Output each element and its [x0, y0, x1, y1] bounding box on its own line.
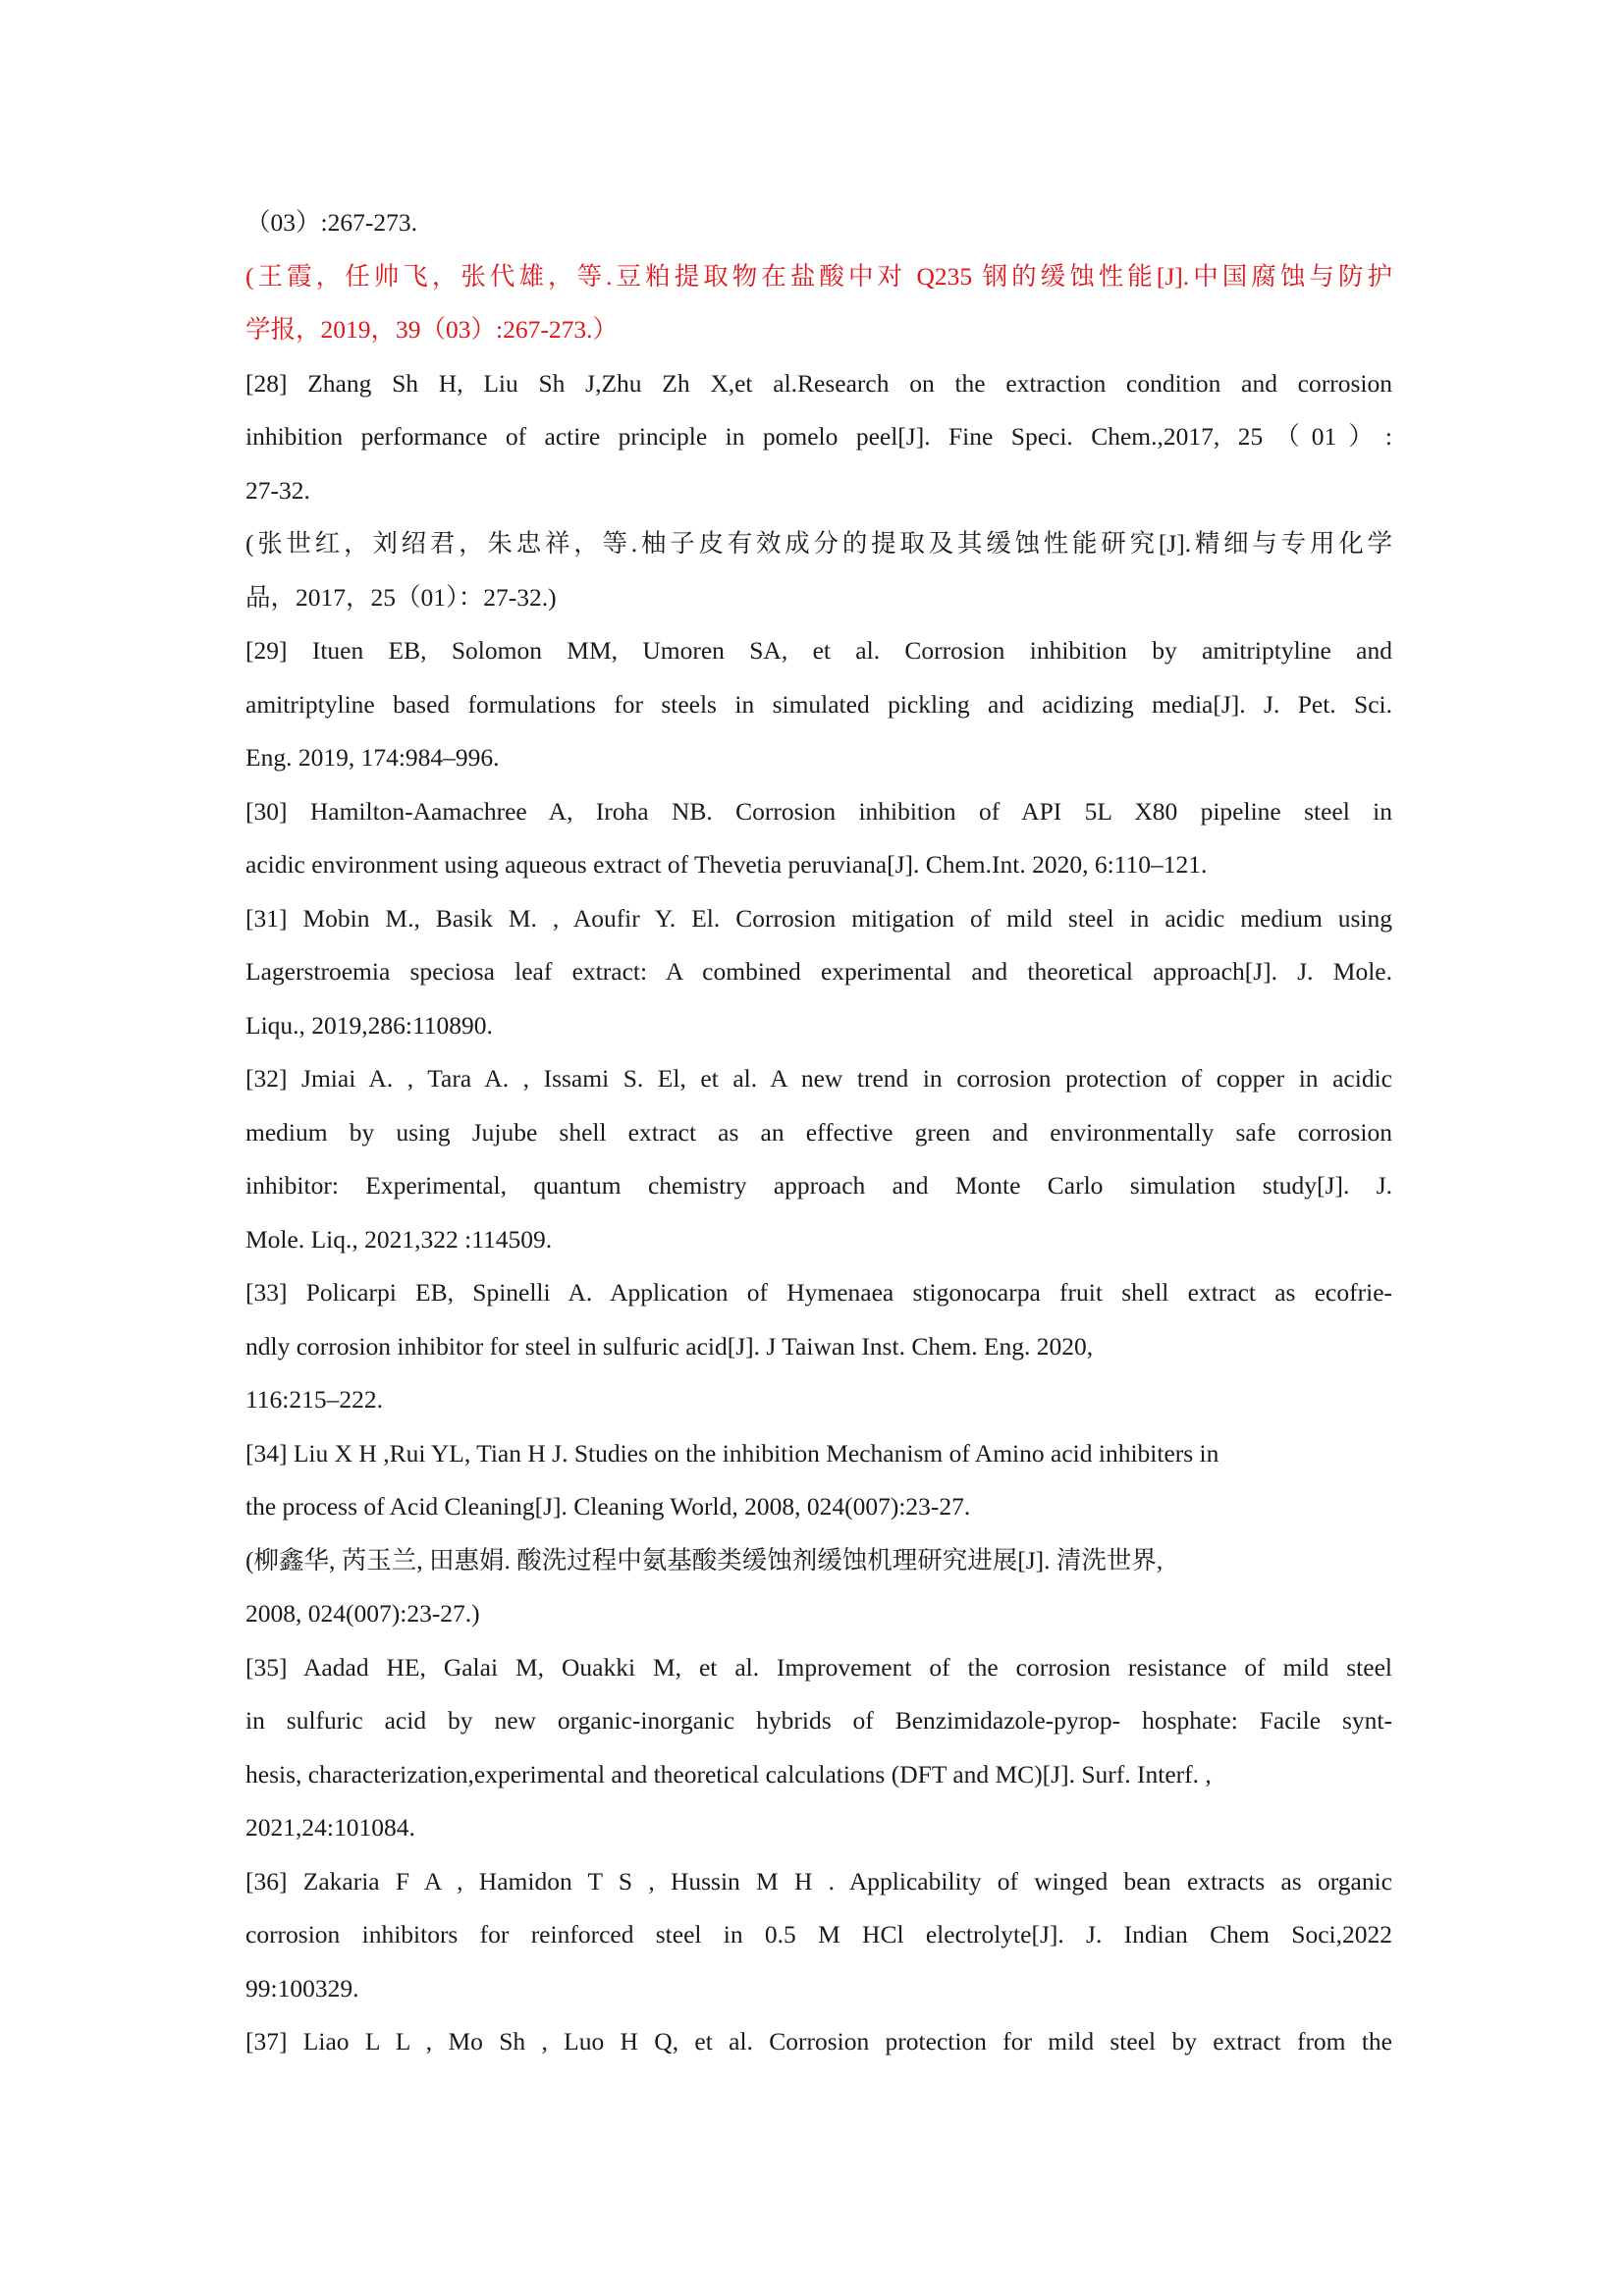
reference-line: [30] Hamilton-Aamachree A, Iroha NB. Corrosion inhibition of API 5L X80 pipeline steel in [245, 796, 1392, 826]
reference-line: 2021,24:101084. [245, 1813, 415, 1842]
reference-line: 品，2017，25（01）：27-32.) [245, 582, 557, 612]
reference-line: Eng. 2019, 174:984–996. [245, 743, 500, 772]
reference-line: （03）:267-273. [245, 208, 417, 237]
reference-line: [31] Mobin M., Basik M. , Aoufir Y. El. Corrosion mitigation of mild steel in acidic medium using [245, 903, 1392, 933]
reference-line: corrosion inhibitors for reinforced steel in 0.5 M HCl electrolyte[J]. J. Indian Chem Soci,2022 [245, 1920, 1392, 1949]
reference-line: medium by using Jujube shell extract as an effective green and environmentally safe corrosion [245, 1117, 1392, 1147]
reference-line: (柳鑫华, 芮玉兰, 田惠娟. 酸洗过程中氨基酸类缓蚀剂缓蚀机理研究进展[J]. 清洗世界, [245, 1545, 1164, 1575]
reference-line: Lagerstroemia speciosa leaf extract: A combined experimental and theoretical approach[J]. J. Mole. [245, 957, 1392, 986]
reference-line: acidic environment using aqueous extract of Thevetia peruviana[J]. Chem.Int. 2020, 6:110–121. [245, 850, 1208, 879]
reference-line: 27-32. [245, 475, 310, 505]
reference-list [245, 196, 1392, 2069]
reference-line: inhibitor: Experimental, quantum chemistry approach and Monte Carlo simulation study[J]. J. [245, 1171, 1392, 1200]
reference-line: ndly corrosion inhibitor for steel in sulfuric acid[J]. J Taiwan Inst. Chem. Eng. 2020, [245, 1331, 1094, 1361]
reference-line: [37] Liao L L , Mo Sh , Luo H Q, et al. Corrosion protection for mild steel by extract from the [245, 2027, 1392, 2056]
reference-line: 学报，2019，39（03）:267-273.） [245, 315, 618, 344]
reference-line: [33] Policarpi EB, Spinelli A. Application of Hymenaea stigonocarpa fruit shell extract as ecofrie- [245, 1278, 1392, 1307]
reference-line: [28] Zhang Sh H, Liu Sh J,Zhu Zh X,et al.Research on the extraction condition and corrosion [245, 368, 1392, 398]
reference-line: 99:100329. [245, 1973, 359, 2002]
reference-line: hesis, characterization,experimental and theoretical calculations (DFT and MC)[J]. Surf. Interf. , [245, 1759, 1212, 1789]
reference-line: [32] Jmiai A. , Tara A. , Issami S. El, et al. A new trend in corrosion protection of copper in acidic [245, 1064, 1392, 1093]
reference-line: 2008, 024(007):23-27.) [245, 1599, 480, 1628]
reference-line: (张世红，刘绍君，朱忠祥，等.柚子皮有效成分的提取及其缓蚀性能研究[J].精细与专用化学 [245, 529, 1392, 558]
reference-line: Liqu., 2019,286:110890. [245, 1010, 493, 1040]
reference-line: Mole. Liq., 2021,322 :114509. [245, 1224, 553, 1254]
reference-line: inhibition performance of actire principle in pomelo peel[J]. Fine Speci. Chem.,2017, 25（01）: [245, 422, 1392, 451]
reference-line: in sulfuric acid by new organic-inorganic hybrids of Benzimidazole-pyrop- hosphate: Facile synt- [245, 1706, 1392, 1735]
reference-line: [34] Liu X H ,Rui YL, Tian H J. Studies on the inhibition Mechanism of Amino acid inhibiters in [245, 1438, 1219, 1468]
reference-line: (王霞，任帅飞，张代雄，等.豆粕提取物在盐酸中对 Q235 钢的缓蚀性能[J].中国腐蚀与防护 [245, 261, 1392, 291]
reference-line: 116:215–222. [245, 1385, 384, 1414]
reference-line: amitriptyline based formulations for steels in simulated pickling and acidizing media[J]. J. Pet. Sci. [245, 689, 1392, 719]
reference-line: [29] Ituen EB, Solomon MM, Umoren SA, et al. Corrosion inhibition by amitriptyline and [245, 636, 1392, 665]
reference-line: [36] Zakaria F A , Hamidon T S , Hussin M H . Applicability of winged bean extracts as organic [245, 1866, 1392, 1896]
reference-line: [35] Aadad HE, Galai M, Ouakki M, et al. Improvement of the corrosion resistance of mild steel [245, 1652, 1392, 1682]
reference-line: the process of Acid Cleaning[J]. Cleaning World, 2008, 024(007):23-27. [245, 1492, 971, 1521]
